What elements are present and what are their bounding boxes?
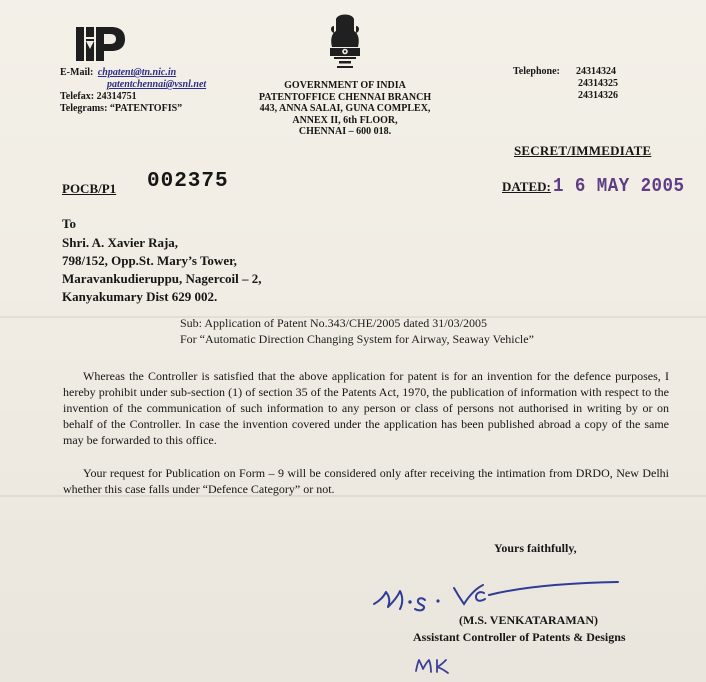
address-line: Maravankudieruppu, Nagercoil – 2, bbox=[62, 271, 262, 286]
email-secondary-link[interactable]: patentchennai@vsnl.net bbox=[107, 79, 207, 90]
reference-label: POCB/P1 bbox=[62, 181, 117, 196]
office-line-1: GOVERNMENT OF INDIA bbox=[284, 80, 406, 91]
telephone-number: 24314326 bbox=[578, 90, 618, 101]
telegrams-label: Telegrams: bbox=[60, 103, 108, 114]
dated-label: DATED: bbox=[502, 179, 551, 194]
handwritten-initials bbox=[413, 655, 461, 677]
subject-block bbox=[180, 315, 560, 347]
telephone-number-list bbox=[576, 66, 636, 102]
reference-number: 002375 bbox=[147, 170, 229, 193]
telephone-number: 24314325 bbox=[578, 78, 618, 89]
address-line: 798/152, Opp.St. Mary’s Tower, bbox=[62, 253, 237, 268]
signatory-name: (M.S. VENKATARAMAN) bbox=[459, 613, 598, 627]
subject-line: Sub: Application of Patent No.343/CHE/2005 dated 31/03/2005 bbox=[180, 316, 487, 330]
closing-salutation: Yours faithfully, bbox=[494, 541, 577, 555]
secret-heading: SECRET/IMMEDIATE bbox=[514, 143, 652, 158]
recipient-to-label: To bbox=[62, 216, 76, 231]
office-line-3: 443, ANNA SALAI, GUNA COMPLEX, bbox=[259, 103, 431, 114]
national-emblem-icon bbox=[324, 11, 366, 77]
subject-line: For “Automatic Direction Changing System for Airway, Seaway Vehicle” bbox=[180, 332, 534, 346]
letter-body bbox=[63, 368, 669, 497]
office-address-block bbox=[246, 80, 444, 138]
telegrams-value: “PATENTOFIS” bbox=[109, 103, 183, 114]
address-line: Kanyakumary Dist 629 002. bbox=[62, 289, 218, 304]
email-primary-link[interactable]: chpatent@tn.nic.in bbox=[97, 67, 177, 78]
office-line-2: PATENTOFFICE CHENNAI BRANCH bbox=[258, 91, 432, 103]
body-paragraph: Your request for Publication on Form – 9 will be considered only after receiving the intimation from DRDO, New Delhi whether this case falls under “Defence Category” or not. bbox=[63, 466, 669, 496]
date-stamp: 1 6 MAY 2005 bbox=[553, 175, 685, 197]
email-label: E-Mail: bbox=[60, 67, 94, 78]
body-paragraph: Whereas the Controller is satisfied that the above application for patent is for an invention for the defence purposes, I hereby prohibit under sub-section (1) of section 35 of the Patents Act, 1970, the publication of information with respect to the invention of the communication of such information to any person or class of persons not authorised in writing by or on behalf of the Controller. In case the invention covered under the application has been published abroad a copy of the same may be forwarded to this office. bbox=[63, 369, 669, 447]
telephone-number: 24314324 bbox=[576, 66, 616, 77]
telephone-block bbox=[513, 66, 618, 101]
address-line: Shri. A. Xavier Raja, bbox=[62, 235, 179, 250]
contact-block-left bbox=[60, 67, 206, 115]
telefax-value: 24314751 bbox=[96, 91, 137, 102]
recipient-address bbox=[62, 234, 261, 306]
ipo-logo-icon bbox=[76, 27, 126, 61]
telephone-label: Telephone: bbox=[513, 66, 560, 77]
signatory-title: Assistant Controller of Patents & Designs bbox=[413, 630, 626, 644]
office-line-4: ANNEX II, 6th FLOOR, bbox=[292, 114, 398, 126]
telefax-label: Telefax: bbox=[60, 91, 95, 102]
office-line-5: CHENNAI – 600 018. bbox=[298, 126, 392, 137]
